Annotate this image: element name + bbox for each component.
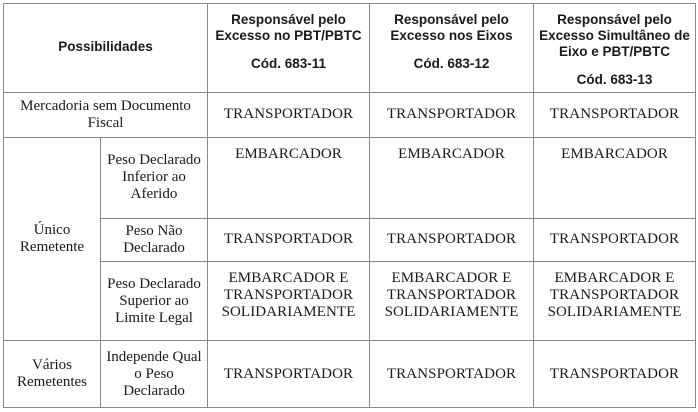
label-independe-peso: Independe Qual o Peso Declarado [101, 341, 208, 408]
row-peso-inferior [4, 137, 696, 218]
header-col-683-12-title: Responsável pelo Excesso nos Eixos [390, 12, 513, 43]
cell-peso-superior-683-12: EMBARCADOR E TRANSPORTADOR SOLIDARIAMENTE [370, 261, 534, 341]
header-col-683-11-code: Cód. 683-11 [250, 56, 327, 71]
cell-sem-documento-683-13: TRANSPORTADOR [534, 92, 696, 137]
cell-varios-683-12: TRANSPORTADOR [370, 341, 534, 408]
row-peso-nao-declarado [4, 218, 696, 261]
row-sem-documento [4, 92, 696, 137]
cell-peso-nao-declarado-683-11: TRANSPORTADOR [208, 218, 370, 261]
label-sem-documento: Mercadoria sem Documento Fiscal [4, 92, 208, 137]
label-peso-inferior: Peso Declarado Inferior ao Aferido [101, 137, 208, 218]
header-col-683-13 [534, 4, 696, 93]
header-row [4, 4, 696, 93]
row-peso-superior [4, 261, 696, 341]
cell-varios-683-11: TRANSPORTADOR [208, 341, 370, 408]
header-col-683-12 [370, 4, 534, 93]
group-unico-remetente: Único Remetente [4, 137, 101, 340]
cell-peso-nao-declarado-683-12: TRANSPORTADOR [370, 218, 534, 261]
header-possibilidades: Possibilidades [4, 4, 208, 93]
header-col-683-12-code: Cód. 683-12 [413, 56, 490, 71]
cell-peso-superior-683-11: EMBARCADOR E TRANSPORTADOR SOLIDARIAMENTE [208, 261, 370, 341]
label-peso-nao-declarado: Peso Não Declarado [101, 218, 208, 261]
header-col-683-11 [208, 4, 370, 93]
cell-peso-nao-declarado-683-13: TRANSPORTADOR [534, 218, 696, 261]
cell-peso-inferior-683-13: EMBARCADOR [534, 137, 696, 218]
cell-sem-documento-683-12: TRANSPORTADOR [370, 92, 534, 137]
cell-peso-superior-683-13: EMBARCADOR E TRANSPORTADOR SOLIDARIAMENTE [534, 261, 696, 341]
cell-peso-inferior-683-11: EMBARCADOR [208, 137, 370, 218]
responsibility-table [3, 3, 696, 408]
header-col-683-13-code: Cód. 683-13 [576, 72, 653, 87]
group-varios-remetentes: Vários Remetentes [4, 341, 101, 408]
header-col-683-11-title: Responsável pelo Excesso no PBT/PBTC [215, 12, 362, 43]
cell-peso-inferior-683-12: EMBARCADOR [370, 137, 534, 218]
cell-varios-683-13: TRANSPORTADOR [534, 341, 696, 408]
header-col-683-13-title: Responsável pelo Excesso Simultâneo de Eixo e PBT/PBTC [539, 12, 690, 59]
row-varios-remetentes [4, 341, 696, 408]
label-peso-superior: Peso Declarado Superior ao Limite Legal [101, 261, 208, 341]
cell-sem-documento-683-11: TRANSPORTADOR [208, 92, 370, 137]
